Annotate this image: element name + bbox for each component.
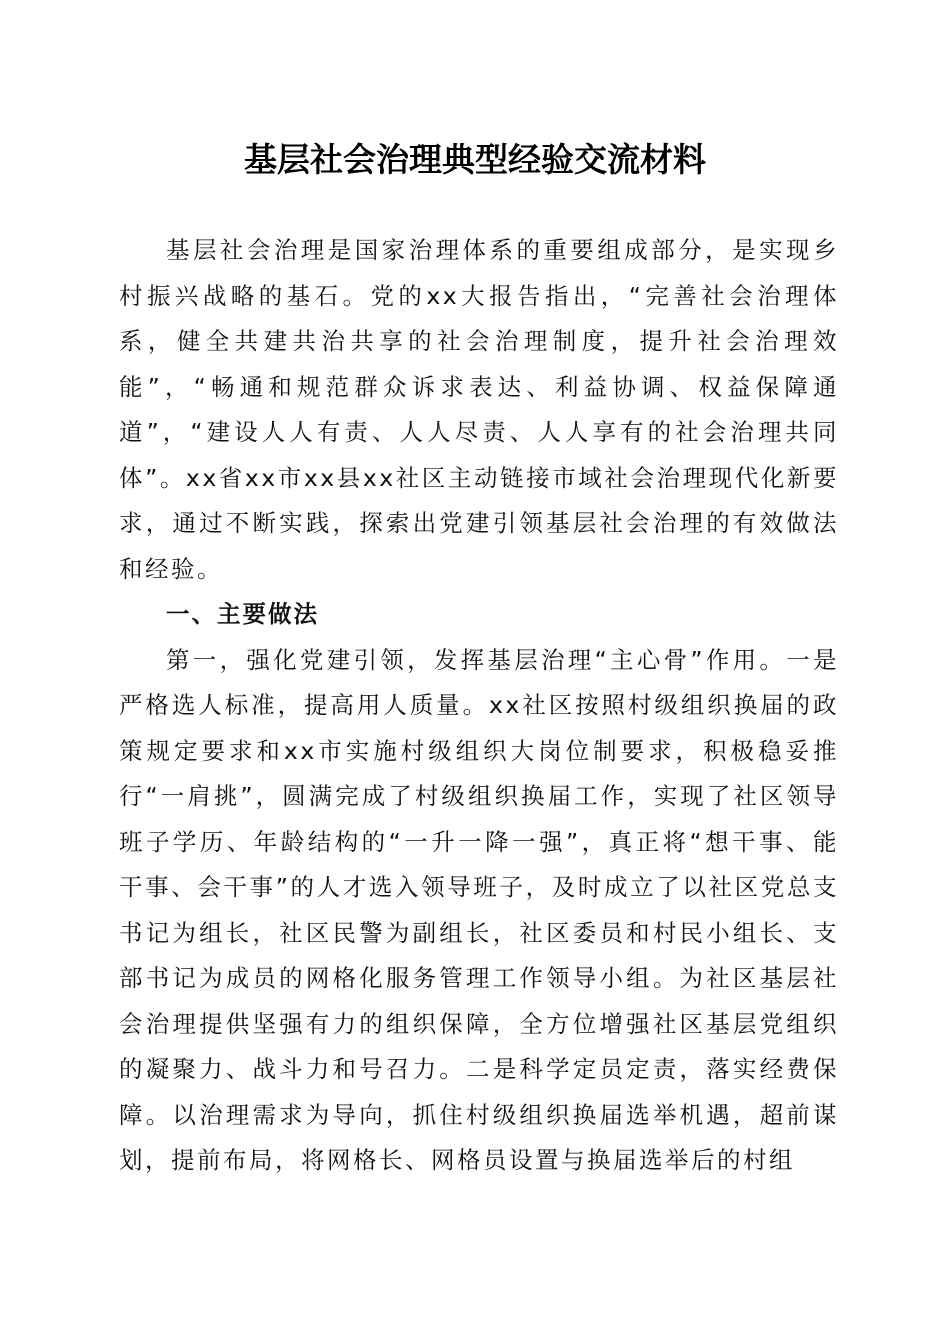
document-body	[119, 228, 839, 1184]
document-title: 基层社会治理典型经验交流材料	[244, 140, 706, 179]
first-point-paragraph: 第一，强化党建引领，发挥基层治理“主心骨”作用。一是严格选人标准，提高用人质量。xx社区按照村级组织换届的政策规定要求和xx市实施村级组织大岗位制要求，积极稳妥推行“一肩挑”，圆满完成了村级组织换届工作，实现了社区领导班子学历、年龄结构的“一升一降一强”，真正将“想干事、能干事、会干事”的人才选入领导班子，及时成立了以社区党总支书记为组长，社区民警为副组长，社区委员和村民小组长、支部书记为成员的网格化服务管理工作领导小组。为社区基层社会治理提供坚强有力的组织保障，全方位增强社区基层党组织的凝聚力、战斗力和号召力。二是科学定员定责，落实经费保障。以治理需求为导向，抓住村级组织换届选举机遇，超前谋划，提前布局，将网格长、网格员设置与换届选举后的村组	[119, 645, 839, 1174]
intro-paragraph: 基层社会治理是国家治理体系的重要组成部分，是实现乡村振兴战略的基石。党的xx大报告指出，“完善社会治理体系，健全共建共治共享的社会治理制度，提升社会治理效能”，“畅通和规范群众诉求表达、利益协调、权益保障通道”，“建设人人有责、人人尽责、人人享有的社会治理共同体”。xx省xx市xx县xx社区主动链接市域社会治理现代化新要求，通过不断实践，探索出党建引领基层社会治理的有效做法和经验。	[119, 236, 839, 583]
section-heading: 一、主要做法	[166, 600, 319, 628]
